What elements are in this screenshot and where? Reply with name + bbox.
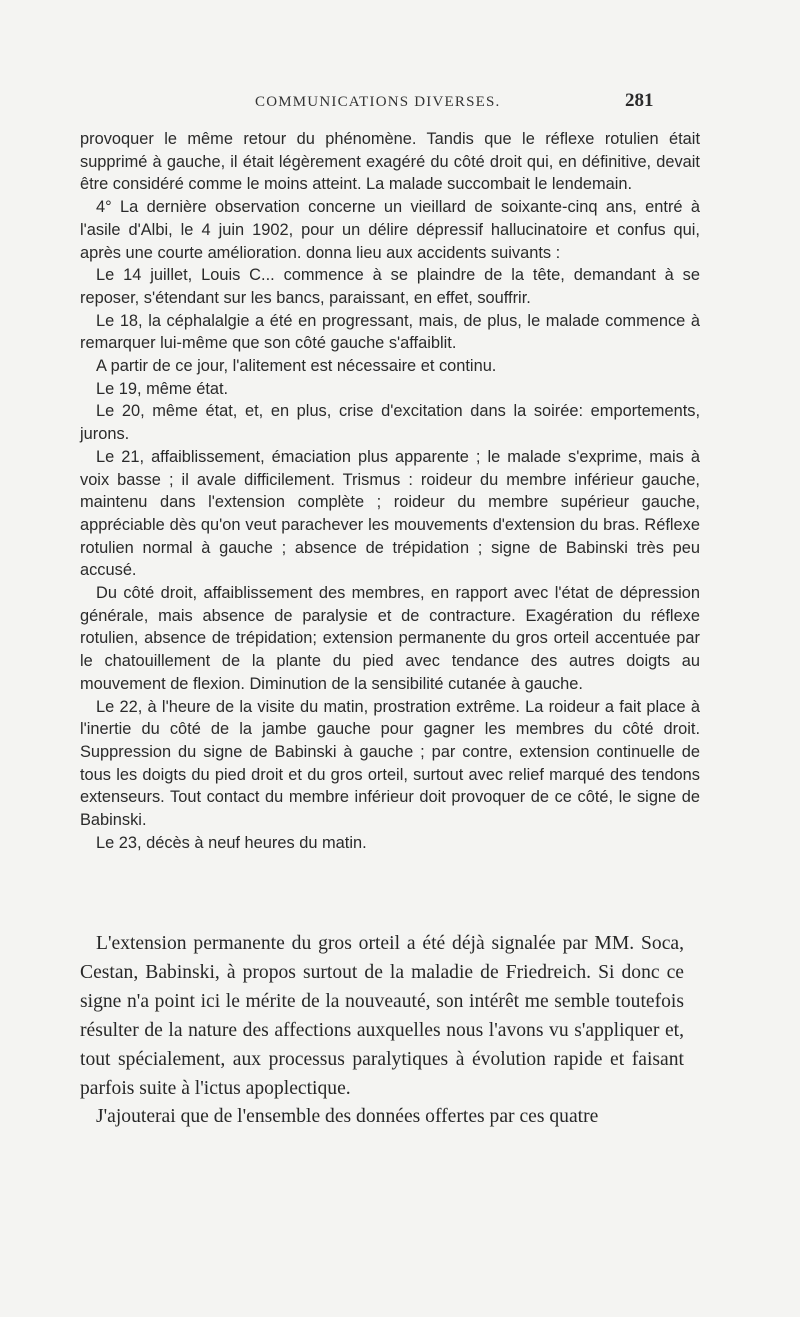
paragraph: Le 20, même état, et, en plus, crise d'excitation dans la soirée: emportements, jurons. bbox=[80, 402, 700, 444]
paragraph: Le 21, affaiblissement, émaciation plus apparente ; le malade s'exprime, mais à voix basse ; il avale difficilement. Trismus : roideur du membre inférieur gauche, maintenu dans l'extension complète ; roideur du membre supérieur gauche, appréciable dès qu'on veut parachever les mouvements d'extension du bras. Réflexe rotulien normal à gauche ; absence de trépidation ; signe de Babinski très peu accusé. bbox=[80, 447, 700, 580]
paragraph: A partir de ce jour, l'alitement est nécessaire et continu. bbox=[96, 357, 497, 376]
paragraph: L'extension permanente du gros orteil a été déjà signalée par MM. Soca, Cestan, Babinski, à propos surtout de la maladie de Friedreich. Si donc ce signe n'a point ici le mérite de la nouveauté, son intérêt me semble toutefois résulter de la nature des affections auxquelles nous l'avons vu s'appliquer et, tout spécialement, aux processus paralytiques à évolution rapide et faisant parfois suite à l'ictus apoplectique. bbox=[80, 933, 684, 1099]
paragraph: Du côté droit, affaiblissement des membres, en rapport avec l'état de dépression générale, mais absence de paralysie et de contracture. Exagération du réflexe rotulien, absence de trépidation; extension permanente du gros orteil accentuée par le chatouillement de la plante du pied avec tendance des autres doigts au mouvement de flexion. Diminution de la sensibilité cutanée à gauche. bbox=[80, 584, 700, 693]
paragraph: J'ajouterai que de l'ensemble des données offertes par ces quatre bbox=[96, 1106, 599, 1128]
running-head: COMMUNICATIONS DIVERSES. bbox=[255, 94, 501, 110]
paragraph: Le 18, la céphalalgie a été en progressant, mais, de plus, le malade commence à remarquer lui-même que son côté gauche s'affaiblit. bbox=[80, 311, 700, 353]
paragraph: Le 19, même état. bbox=[96, 379, 229, 398]
paragraph: Le 14 juillet, Louis C... commence à se plaindre de la tête, demandant à se reposer, s'étendant sur les bancs, paraissant, en effet, souffrir. bbox=[80, 266, 700, 307]
page-header bbox=[0, 90, 800, 124]
commentary-text bbox=[80, 930, 684, 1132]
page-number: 281 bbox=[625, 90, 654, 111]
paragraph: 4° La dernière observation concerne un vieillard de soixante-cinq ans, entré à l'asile d'Albi, le 4 juin 1902, pour un délire dépressif hallucinatoire et confus qui, après une courte amélioration. donna lieu aux accidents suivants : bbox=[80, 198, 700, 262]
observation-text bbox=[80, 128, 700, 855]
paragraph: provoquer le même retour du phénomène. Tandis que le réflexe rotulien était supprimé à gauche, il était légèrement exagéré du côté droit qui, en définitive, devait être considéré comme le moins atteint. La malade succombait le lendemain. bbox=[80, 130, 700, 194]
paragraph: Le 22, à l'heure de la visite du matin, prostration extrême. La roideur a fait place à l'inertie du côté de la jambe gauche pour gagner les membres du côté droit. Suppression du signe de Babinski à gauche ; par contre, extension continuelle de tous les doigts du pied droit et du gros orteil, surtout avec relief marqué des tendons extenseurs. Tout contact du membre inférieur doit provoquer de ce côté, le signe de Babinski. bbox=[80, 697, 700, 830]
paragraph: Le 23, décès à neuf heures du matin. bbox=[96, 833, 367, 852]
